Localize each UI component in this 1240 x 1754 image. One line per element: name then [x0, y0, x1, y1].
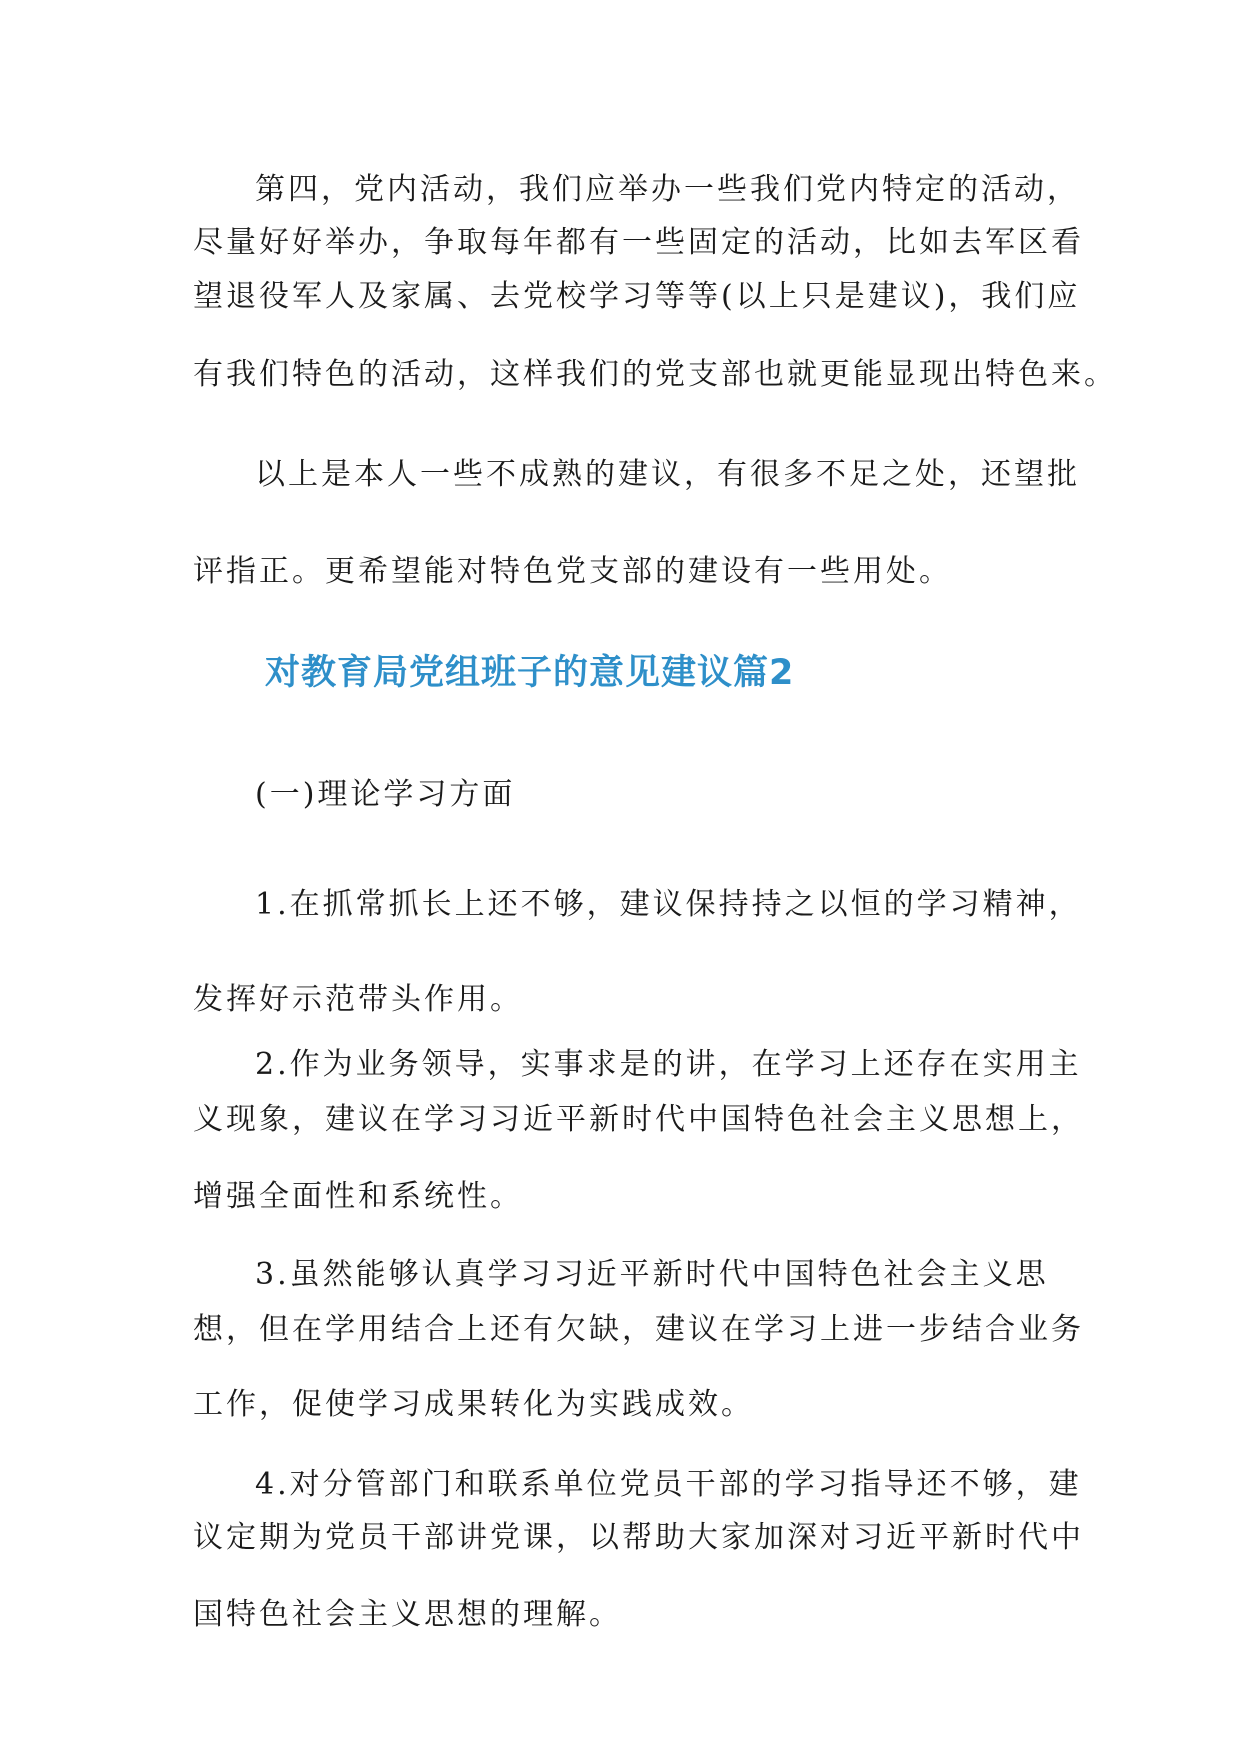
list-item-line: 义现象，建议在学习习近平新时代中国特色社会主义思想上，: [193, 1102, 1084, 1137]
list-item-line: 增强全面性和系统性。: [193, 1179, 523, 1214]
list-item-line: 工作，促使学习成果转化为实践成效。: [193, 1387, 754, 1422]
paragraph-line: 以上是本人一些不成熟的建议，有很多不足之处，还望批: [255, 457, 1080, 492]
paragraph-line: 评指正。更希望能对特色党支部的建设有一些用处。: [193, 554, 952, 589]
list-item-line: 发挥好示范带头作用。: [193, 982, 523, 1017]
list-item-line: 1.在抓常抓长上还不够，建议保持持之以恒的学习精神，: [255, 887, 1082, 922]
list-item-line: 2.作为业务领导，实事求是的讲，在学习上还存在实用主: [255, 1047, 1082, 1082]
paragraph-line: 有我们特色的活动，这样我们的党支部也就更能显现出特色来。: [193, 357, 1117, 392]
list-item-line: 议定期为党员干部讲党课，以帮助大家加深对习近平新时代中: [193, 1520, 1084, 1555]
list-item-line: 4.对分管部门和联系单位党员干部的学习指导还不够，建: [255, 1467, 1082, 1502]
list-item-line: 3.虽然能够认真学习习近平新时代中国特色社会主义思: [255, 1257, 1049, 1292]
subsection-title: (一)理论学习方面: [255, 777, 516, 812]
list-item-line: 国特色社会主义思想的理解。: [193, 1597, 622, 1632]
list-item-line: 想，但在学用结合上还有欠缺，建议在学习上进一步结合业务: [193, 1312, 1084, 1347]
paragraph-line: 尽量好好举办，争取每年都有一些固定的活动，比如去军区看: [193, 225, 1084, 260]
paragraph-line: 望退役军人及家属、去党校学习等等(以上只是建议)，我们应: [193, 279, 1081, 314]
section-heading: 对教育局党组班子的意见建议篇2: [265, 653, 795, 693]
paragraph-line: 第四，党内活动，我们应举办一些我们党内特定的活动，: [255, 172, 1080, 207]
